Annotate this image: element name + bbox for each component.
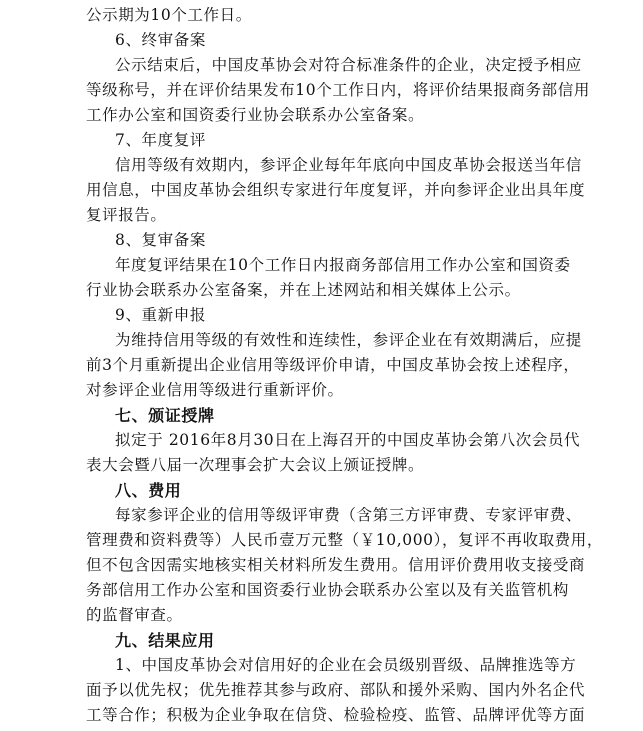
text-line: 公示结束后，中国皮革协会对符合标准条件的企业，决定授予相应 [115, 56, 582, 74]
section-title-7: 7、年度复评 [115, 131, 206, 149]
heading-section-8: 八、费用 [115, 481, 182, 500]
section-title-9: 9、重新申报 [115, 306, 206, 324]
text-line: 工等合作；积极为企业争取在信贷、检验检疫、监管、品牌评优等方面 [86, 706, 586, 724]
text-line: 年度复评结果在10个工作日内报商务部信用工作办公室和国资委 [115, 256, 571, 274]
text-line: 行业协会联系办公室备案，并在上述网站和相关媒体上公示。 [86, 281, 521, 299]
text-line: 信用等级有效期内，参评企业每年年底向中国皮革协会报送当年信 [115, 156, 582, 174]
heading-section-7: 七、颁证授牌 [115, 406, 215, 425]
text-line: 管理费和资料费等）人民币壹万元整（￥10,000），复评不再收取费用， [86, 531, 603, 549]
text-line: 复评报告。 [86, 206, 167, 224]
text-line: 对参评企业信用等级进行重新评价。 [86, 381, 344, 399]
text-line: 的监督审查。 [86, 606, 183, 624]
text-line: 前3个月重新提出企业信用等级评价申请，中国皮革协会按上述程序， [86, 356, 580, 374]
text-line: 每家参评企业的信用等级评审费（含第三方评审费、专家评审费、 [115, 506, 582, 524]
text-line: 务部信用工作办公室和国资委行业协会联系办公室以及有关监管机构 [86, 581, 570, 599]
section-title-6: 6、终审备案 [115, 31, 206, 49]
text-line: 拟定于 2016年8月30日在上海召开的中国皮革协会第八次会员代 [115, 431, 581, 449]
heading-section-9: 九、结果应用 [115, 631, 215, 650]
text-line: 公示期为10个工作日。 [86, 6, 252, 24]
text-line: 1、中国皮革协会对信用好的企业在会员级别晋级、品牌推选等方 [115, 656, 577, 674]
text-line: 表大会暨八届一次理事会扩大会议上颁证授牌。 [86, 456, 425, 474]
section-title-8: 8、复审备案 [115, 231, 206, 249]
text-line: 面予以优先权；优先推荐其参与政府、部队和援外采购、国内外名企代 [86, 681, 586, 699]
text-line: 用信息，中国皮革协会组织专家进行年度复评，并向参评企业出具年度 [86, 181, 586, 199]
text-line: 但不包含因需实地核实相关材料所发生费用。信用评价费用收支接受商 [86, 556, 586, 574]
text-line: 为维持信用等级的有效性和连续性，参评企业在有效期满后，应提 [115, 331, 582, 349]
text-line: 等级称号，并在评价结果发布10个工作日内，将评价结果报商务部信用 [86, 81, 590, 99]
text-line: 工作办公室和国资委行业协会联系办公室备案。 [86, 106, 425, 124]
